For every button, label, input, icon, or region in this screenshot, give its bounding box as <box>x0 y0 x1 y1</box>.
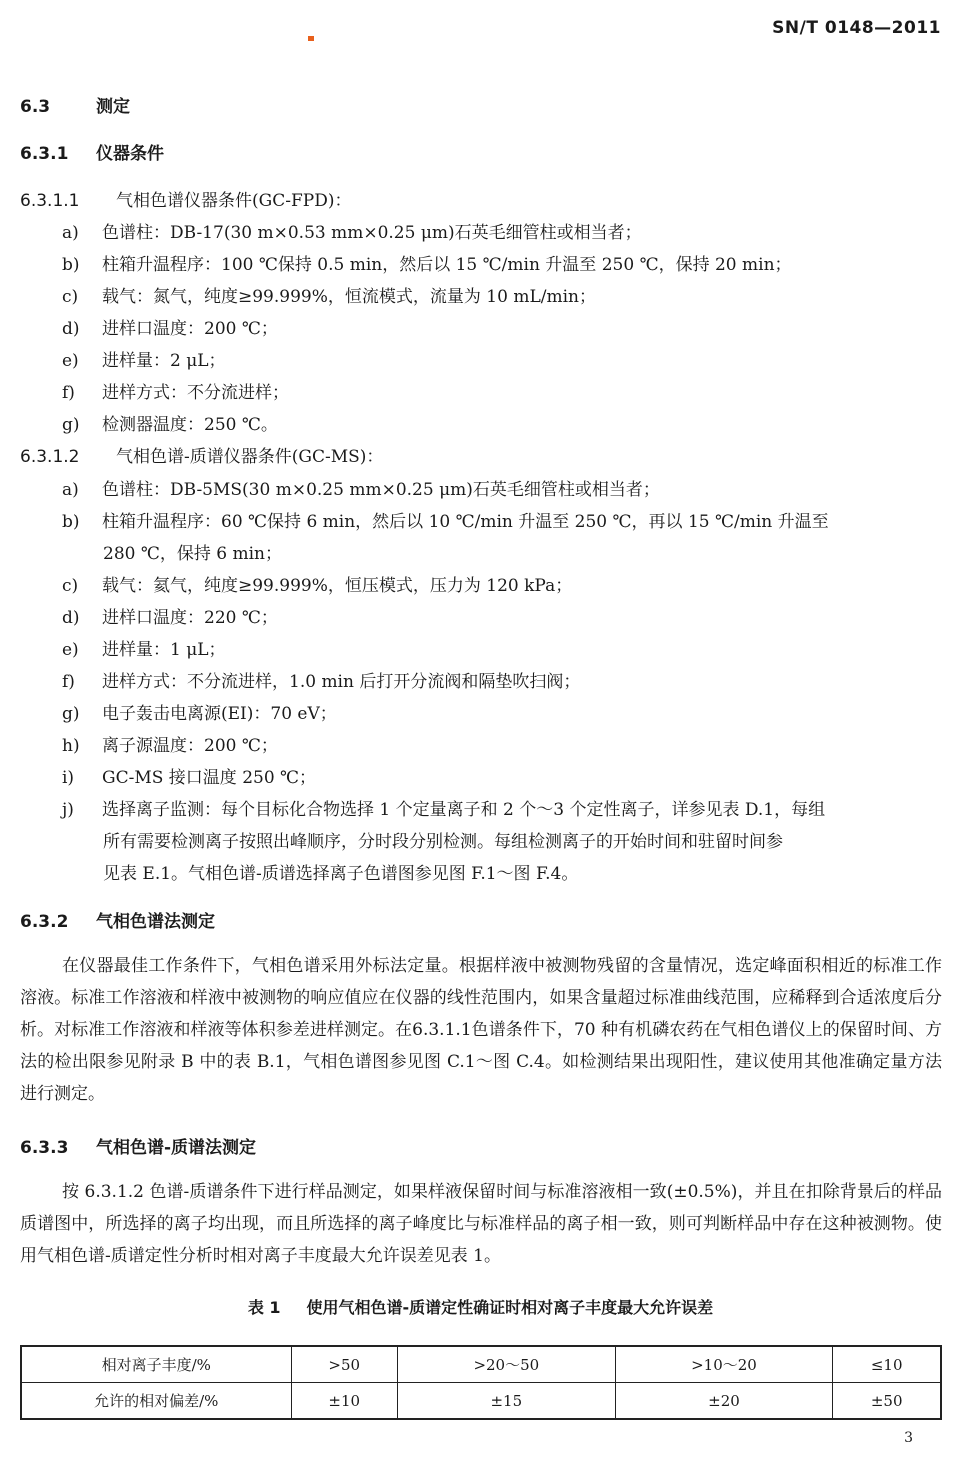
section-title: 气相色谱仪器条件(GC-FPD)： <box>116 191 352 211</box>
section-6-3-1 <box>20 139 164 164</box>
list-item: d) 进样口温度：220 ℃； <box>62 608 278 628</box>
list-item: b) 柱箱升温程序：60 ℃保持 6 min，然后以 10 ℃/min 升温至 250 ℃，再以 15 ℃/min 升温至 <box>62 512 829 532</box>
section-6-3-1-1 <box>20 186 351 211</box>
section-number: 6.3 <box>20 97 51 117</box>
list-item: f) 进样方式：不分流进样； <box>62 383 289 403</box>
table-number: 表 1 <box>247 1298 281 1317</box>
list-item: e) 进样量：1 μL； <box>62 640 226 660</box>
section-title: 气相色谱法测定 <box>96 912 215 932</box>
list-item: c) 载气：氮气，纯度≥99.999%，恒流模式，流量为 10 mL/min； <box>62 287 596 307</box>
list-item: a) 色谱柱：DB-5MS(30 m×0.25 mm×0.25 μm)石英毛细管柱或相当者； <box>62 480 660 500</box>
list-item: c) 载气：氦气，纯度≥99.999%，恒压模式，压力为 120 kPa； <box>62 576 573 596</box>
list-item: e) 进样量：2 μL； <box>62 351 226 371</box>
table-cell: ±15 <box>397 1383 615 1420</box>
section-number: 6.3.1.1 <box>20 191 80 211</box>
section-number: 6.3.1.2 <box>20 447 80 467</box>
list-item: g) 检测器温度：250 ℃。 <box>62 415 278 435</box>
page-number: 3 <box>904 1430 913 1446</box>
paragraph-632: 在仪器最佳工作条件下，气相色谱采用外标法定量。根据样液中被测物残留的含量情况，选定峰面积相近的标准工作溶液。标准工作溶液和样液中被测物的响应值应在仪器的线性范围内，如果含量超过标准曲线范围，应稀释到合适浓度后分析。对标准工作溶液和样液等体积参差进样测定。在6.3.1.1色谱条件下，70 种有机磷农药在气相色谱仪上的保留时间、方法的检出限参见附录 B 中的表 B.1，气相色谱图参见图 C.1～图 C.4。如检测结果出现阳性，建议使用其他准确定量方法进行测定。 <box>20 956 942 1104</box>
list-item: f) 进样方式：不分流进样，1.0 min 后打开分流阀和隔垫吹扫阀； <box>62 672 581 692</box>
list-item: j) 选择离子监测：每个目标化合物选择 1 个定量离子和 2 个～3 个定性离子，详参见表 D.1，每组 <box>62 800 826 820</box>
section-6-3 <box>20 92 130 117</box>
list-item: b) 柱箱升温程序：100 ℃保持 0.5 min，然后以 15 ℃/min 升温至 250 ℃，保持 20 min； <box>62 255 792 275</box>
table-caption <box>0 1295 961 1318</box>
paragraph-633: 按 6.3.1.2 色谱-质谱条件下进行样品测定，如果样液保留时间与标准溶液相一致(±0.5%)，并且在扣除背景后的样品质谱图中，所选择的离子均出现，而且所选择的离子峰度比与标准样品的离子相一致，则可判断样品中存在这种被测物。使用气相色谱-质谱定性分析时相对离子丰度最大允许误差见表 1。 <box>20 1182 942 1266</box>
section-number: 6.3.1 <box>20 144 69 164</box>
table-row <box>21 1346 941 1383</box>
standard-number: SN/T 0148—2011 <box>772 18 941 38</box>
table-cell: 允许的相对偏差/% <box>21 1383 291 1420</box>
table-title: 使用气相色谱-质谱定性确证时相对离子丰度最大允许误差 <box>306 1298 714 1317</box>
table-cell: >20～50 <box>397 1346 615 1383</box>
section-title: 仪器条件 <box>96 144 164 164</box>
list-item: d) 进样口温度：200 ℃； <box>62 319 278 339</box>
list-item-continuation: 见表 E.1。气相色谱-质谱选择离子色谱图参见图 F.1～图 F.4。 <box>103 864 579 884</box>
table-cell: >10～20 <box>615 1346 833 1383</box>
section-6-3-2 <box>20 907 215 932</box>
table-cell: >50 <box>291 1346 397 1383</box>
table-cell: ±10 <box>291 1383 397 1420</box>
section-6-3-3 <box>20 1133 256 1158</box>
table-cell: ≤10 <box>833 1346 941 1383</box>
list-item: a) 色谱柱：DB-17(30 m×0.53 mm×0.25 μm)石英毛细管柱或相当者； <box>62 223 642 243</box>
section-title: 气相色谱-质谱仪器条件(GC-MS)： <box>116 447 384 467</box>
table-row <box>21 1383 941 1420</box>
list-item-continuation: 280 ℃，保持 6 min； <box>103 544 282 564</box>
table-cell: ±50 <box>833 1383 941 1420</box>
list-item-continuation: 所有需要检测离子按照出峰顺序，分时段分别检测。每组检测离子的开始时间和驻留时间参 <box>103 832 783 852</box>
section-6-3-1-2 <box>20 442 383 467</box>
list-item: i) GC-MS 接口温度 250 ℃； <box>62 768 317 788</box>
list-item: g) 电子轰击电离源(EI)：70 eV； <box>62 704 337 724</box>
orange-mark <box>308 36 314 41</box>
list-item: h) 离子源温度：200 ℃； <box>62 736 278 756</box>
table-cell: 相对离子丰度/% <box>21 1346 291 1383</box>
ion-abundance-table <box>20 1345 942 1420</box>
table-cell: ±20 <box>615 1383 833 1420</box>
section-title: 测定 <box>96 97 130 117</box>
section-title: 气相色谱-质谱法测定 <box>96 1138 257 1158</box>
section-number: 6.3.2 <box>20 912 69 932</box>
section-number: 6.3.3 <box>20 1138 69 1158</box>
